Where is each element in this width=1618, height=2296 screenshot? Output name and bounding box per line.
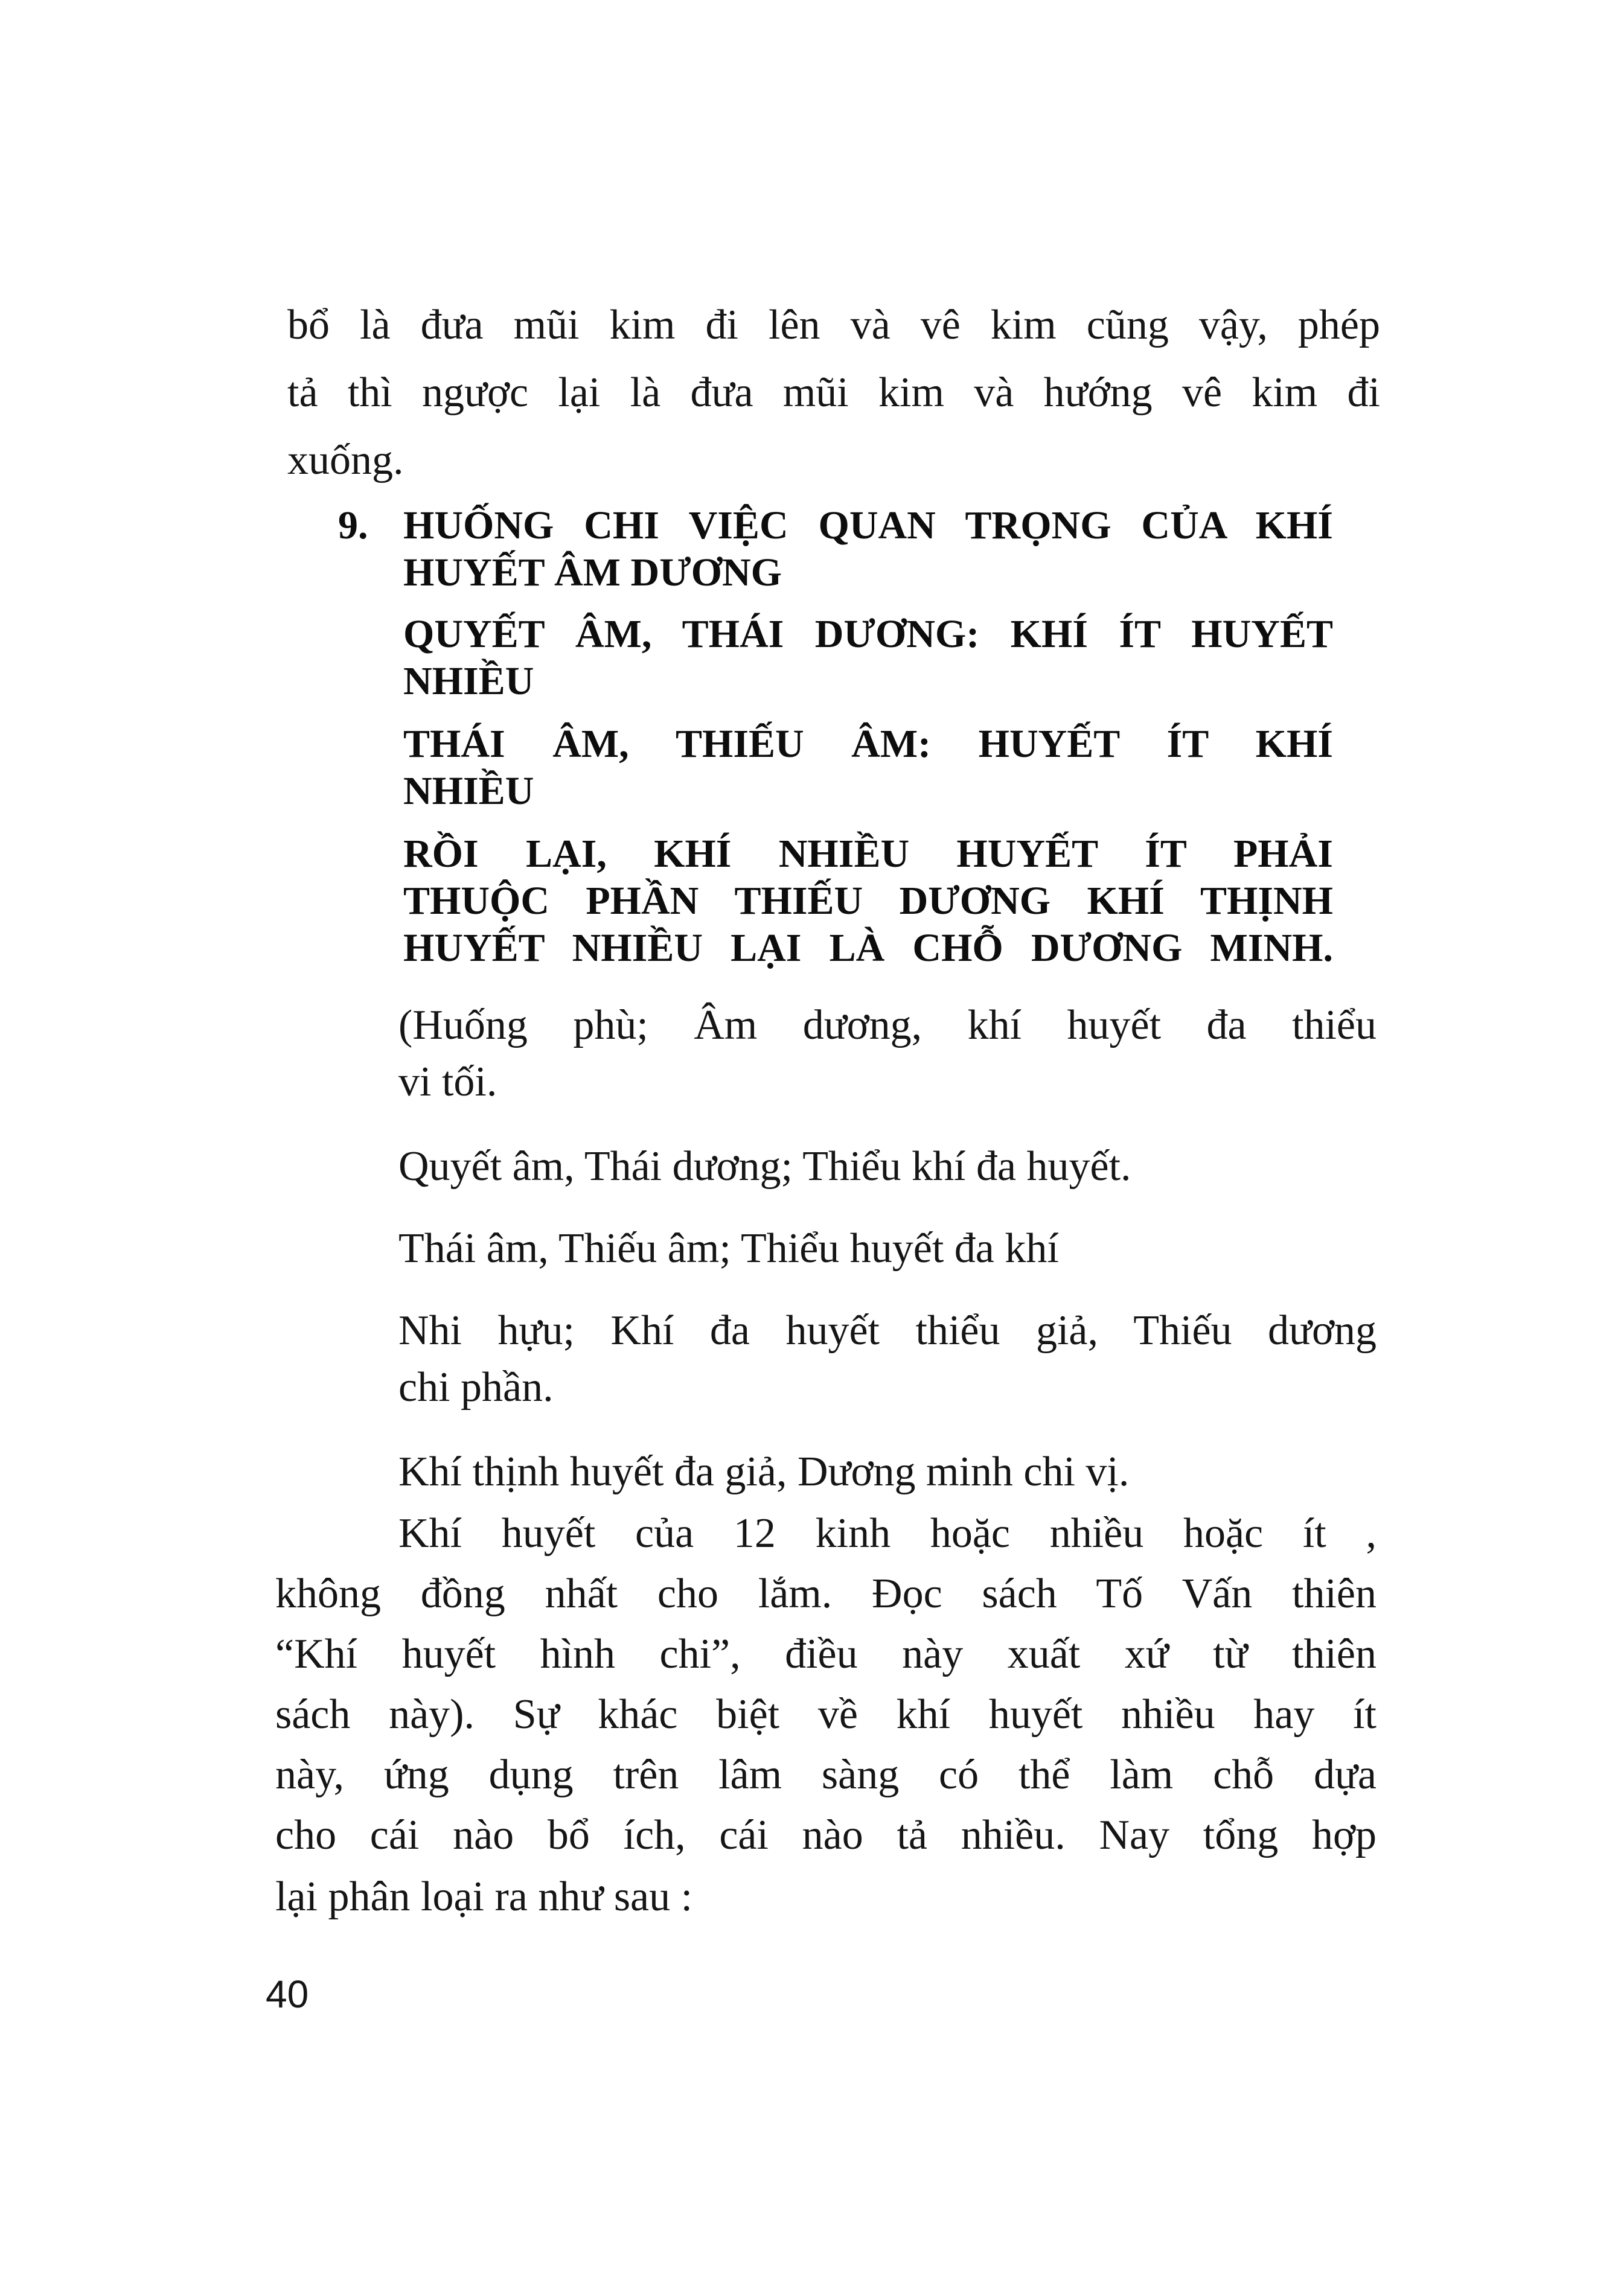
body-line: không đồng nhất cho lắm. Đọc sách Tố Vấn thiên bbox=[275, 1571, 1377, 1617]
intro-line: xuống. bbox=[287, 437, 404, 483]
body-line: này, ứng dụng trên lâm sàng có thể làm chỗ dựa bbox=[275, 1752, 1377, 1798]
subheading-line: HUYẾT NHIỀU LẠI LÀ CHỖ DƯƠNG MINH. bbox=[403, 926, 1333, 970]
subheading-line: NHIỀU bbox=[403, 769, 534, 813]
subheading-line: QUYẾT ÂM, THÁI DƯƠNG: KHÍ ÍT HUYẾT bbox=[403, 612, 1333, 656]
intro-line: tả thì ngược lại là đưa mũi kim và hướng vê kim đi bbox=[287, 369, 1380, 416]
quote-line: vi tối. bbox=[398, 1059, 497, 1105]
subheading-line: THUỘC PHẦN THIẾU DƯƠNG KHÍ THỊNH bbox=[403, 879, 1333, 923]
body-line: “Khí huyết hình chi”, điều này xuất xứ từ thiên bbox=[275, 1631, 1377, 1677]
section-number: 9. bbox=[338, 503, 368, 547]
section-title-line: HUỐNG CHI VIỆC QUAN TRỌNG CỦA KHÍ bbox=[403, 503, 1333, 547]
quote-line: Khí thịnh huyết đa giả, Dương minh chi vị. bbox=[398, 1449, 1130, 1495]
subheading-line: THÁI ÂM, THIẾU ÂM: HUYẾT ÍT KHÍ bbox=[403, 722, 1333, 766]
page-number: 40 bbox=[266, 1972, 309, 2016]
subheading-line: RỒI LẠI, KHÍ NHIỀU HUYẾT ÍT PHẢI bbox=[403, 832, 1333, 876]
quote-line: Quyết âm, Thái dương; Thiểu khí đa huyết. bbox=[398, 1143, 1131, 1190]
body-line: lại phân loại ra như sau : bbox=[275, 1873, 693, 1920]
subheading-line: NHIỀU bbox=[403, 659, 534, 703]
quote-line: Nhi hựu; Khí đa huyết thiểu giả, Thiếu dương bbox=[398, 1307, 1377, 1354]
body-line: Khí huyết của 12 kinh hoặc nhiều hoặc ít , bbox=[398, 1510, 1377, 1557]
body-line: cho cái nào bổ ích, cái nào tả nhiều. Nay tổng hợp bbox=[275, 1812, 1377, 1858]
quote-line: Thái âm, Thiếu âm; Thiểu huyết đa khí bbox=[398, 1225, 1059, 1272]
section-title-line: HUYẾT ÂM DƯƠNG bbox=[403, 550, 782, 595]
body-line: sách này). Sự khác biệt về khí huyết nhiều hay ít bbox=[275, 1691, 1377, 1738]
quote-line: chi phần. bbox=[398, 1364, 554, 1411]
quote-line: (Huống phù; Âm dương, khí huyết đa thiểu bbox=[398, 1002, 1377, 1048]
intro-line: bổ là đưa mũi kim đi lên và vê kim cũng vậy, phép bbox=[287, 302, 1380, 348]
